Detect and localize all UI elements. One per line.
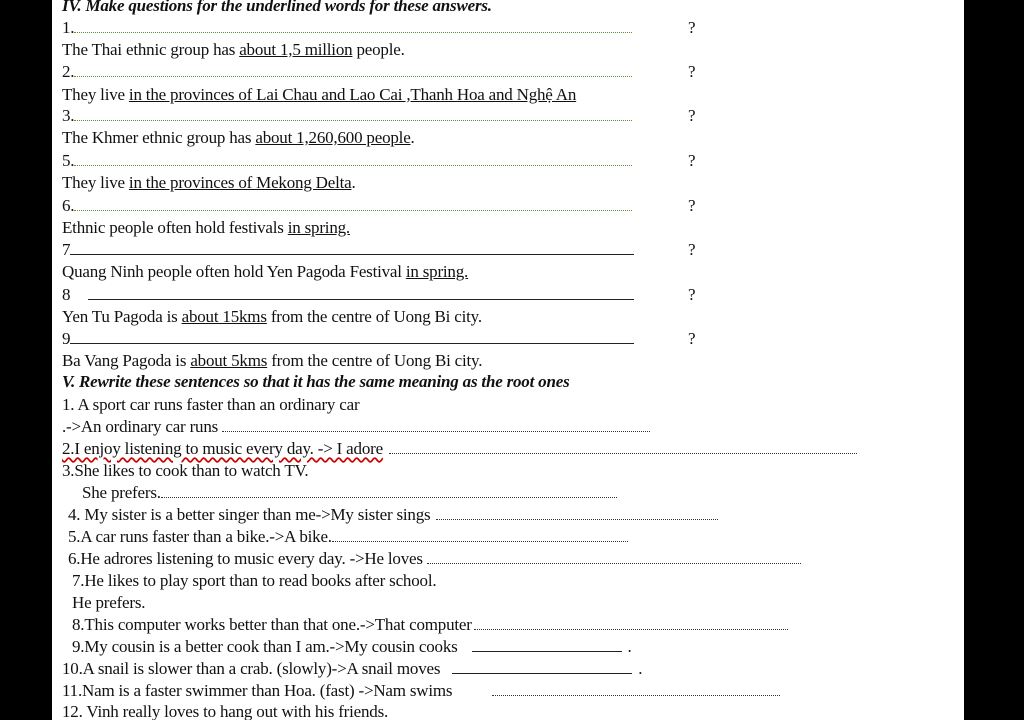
answer-5: They live in the provinces of Mekong Delta.	[62, 173, 356, 192]
answer-3: The Khmer ethnic group has about 1,260,600 people.	[62, 128, 415, 147]
question-number-8: 8	[62, 285, 634, 305]
rewrite-line-3: 2.I enjoy listening to music every day. -> I adore	[62, 439, 857, 459]
rewrite-line-5: She prefers.	[82, 483, 617, 503]
rewrite-line-8: 6.He adrores listening to music every day. ->He loves	[68, 549, 801, 569]
question-mark-2: ?	[688, 62, 696, 81]
question-mark-8: ?	[688, 285, 696, 304]
question-mark-1: ?	[688, 18, 696, 37]
question-number-2: 2.	[62, 62, 632, 82]
rewrite-line-7: 5.A car runs faster than a bike.->A bike.	[68, 527, 628, 547]
question-mark-6: ?	[688, 196, 696, 215]
rewrite-line-12: 9.My cousin is a better cook than I am.->My cousin cooks .	[72, 637, 632, 656]
answer-1: The Thai ethnic group has about 1,5 million people.	[62, 40, 405, 59]
question-number-7: 7	[62, 240, 634, 260]
rewrite-line-1: 1. A sport car runs faster than an ordinary car	[62, 395, 360, 414]
question-number-3: 3.	[62, 106, 632, 126]
question-number-6: 6.	[62, 196, 632, 216]
rewrite-line-13: 10.A snail is slower than a crab. (slowly)->A snail moves .	[62, 659, 643, 678]
rewrite-line-15: 12. Vinh really loves to hang out with his friends.	[62, 702, 389, 720]
part4-heading: IV. Make questions for the underlined words for these answers.	[62, 0, 492, 15]
question-mark-7: ?	[688, 240, 696, 259]
worksheet-page	[52, 0, 964, 720]
answer-9: Ba Vang Pagoda is about 5kms from the centre of Uong Bi city.	[62, 351, 483, 370]
question-mark-9: ?	[688, 329, 696, 348]
rewrite-line-11: 8.This computer works better than that one.->That computer	[72, 615, 788, 635]
question-mark-3: ?	[688, 106, 696, 125]
question-number-1: 1.	[62, 18, 632, 38]
rewrite-line-14: 11.Nam is a faster swimmer than Hoa. (fast) ->Nam swims	[62, 681, 780, 701]
question-number-9: 9	[62, 329, 634, 349]
rewrite-line-4: 3.She likes to cook than to watch TV.	[62, 461, 309, 480]
rewrite-line-9: 7.He likes to play sport than to read books after school.	[72, 571, 437, 590]
answer-8: Yen Tu Pagoda is about 15kms from the centre of Uong Bi city.	[62, 307, 482, 326]
question-mark-5: ?	[688, 151, 696, 170]
question-number-5: 5.	[62, 151, 632, 171]
answer-6: Ethnic people often hold festivals in spring.	[62, 218, 350, 237]
answer-7: Quang Ninh people often hold Yen Pagoda Festival in spring.	[62, 262, 469, 281]
rewrite-line-2: .->An ordinary car runs	[62, 417, 650, 437]
answer-2: They live in the provinces of Lai Chau and Lao Cai ,Thanh Hoa and Nghệ An	[62, 85, 577, 104]
rewrite-line-10: He prefers.	[72, 593, 146, 612]
part5-heading: V. Rewrite these sentences so that it has the same meaning as the root ones	[62, 372, 570, 391]
rewrite-line-6: 4. My sister is a better singer than me->My sister sings	[68, 505, 718, 525]
